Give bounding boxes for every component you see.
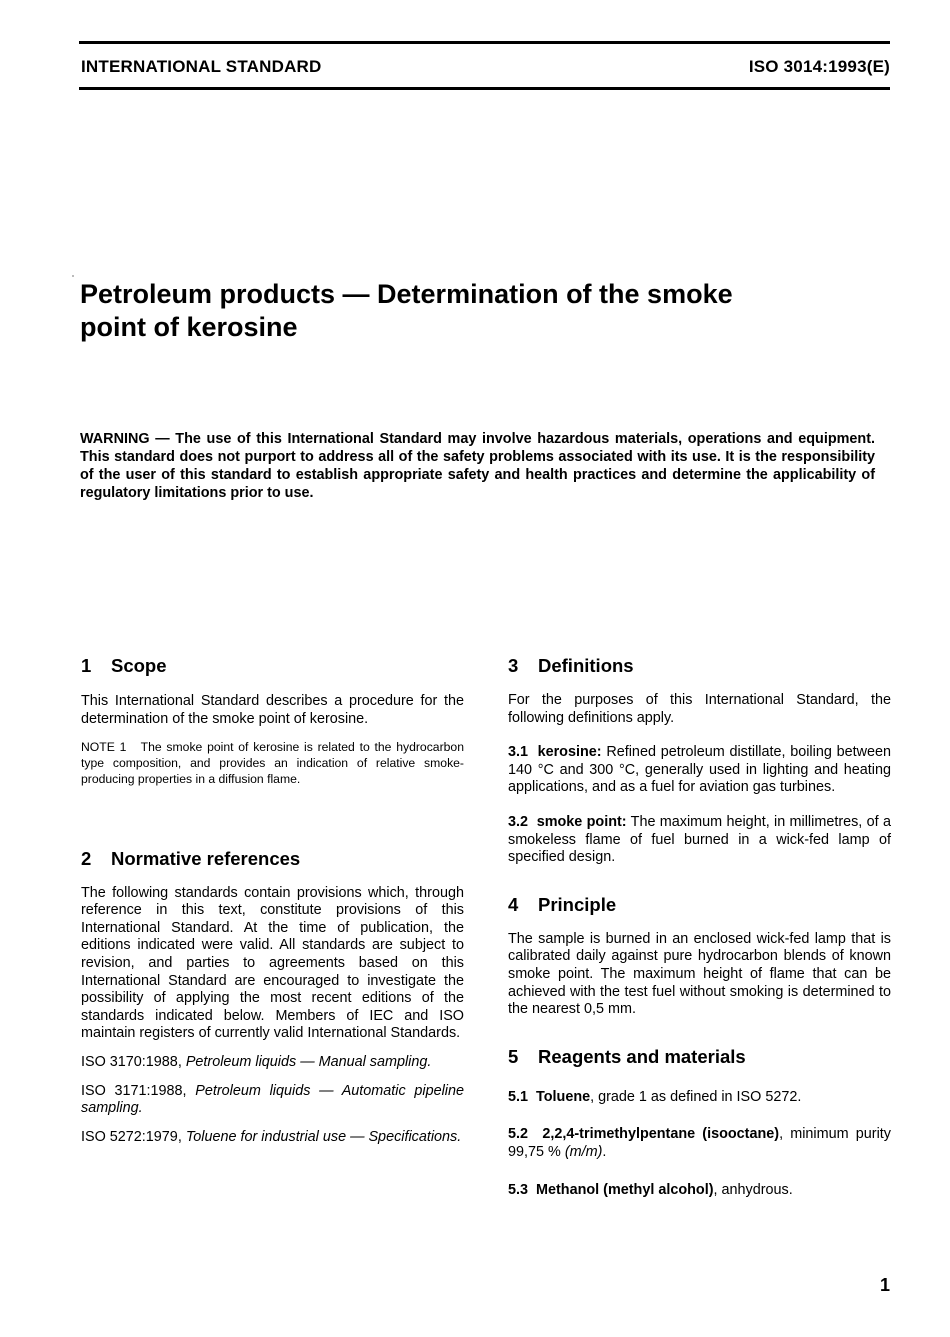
- reference-code: ISO 3170:1988,: [81, 1053, 182, 1070]
- note-label: NOTE 1: [81, 740, 127, 755]
- reference-item: [81, 1129, 464, 1147]
- section-number: 4: [508, 893, 519, 915]
- reagent-text: , anhydrous.: [713, 1181, 793, 1198]
- section-number: 3: [508, 655, 519, 676]
- left-column: [81, 655, 464, 1146]
- clause-number: 5.2: [508, 1126, 529, 1143]
- defined-term: smoke point:: [536, 813, 627, 830]
- reference-item: [81, 1083, 464, 1118]
- section-title: Normative references: [111, 847, 301, 869]
- reagent-text: , minimum purity 99,75 %: [508, 1126, 891, 1160]
- section-1-heading: [81, 655, 464, 677]
- section-2-heading: [81, 848, 464, 870]
- definition-smoke-point: [508, 814, 891, 867]
- section-5-heading: [508, 1046, 891, 1068]
- reagent-text: , grade 1 as defined in ISO 5272.: [590, 1088, 802, 1105]
- definition-text: Refined petroleum distillate, boiling between 140 °C and 300 °C, generally used in lighting and heating applications, and as a fuel for aviation gas turbines.: [508, 744, 892, 796]
- clause-number: 5.1: [508, 1088, 529, 1105]
- reagent-name: Toluene: [536, 1088, 591, 1105]
- document-number: ISO 3014:1993(E): [748, 57, 890, 76]
- normative-references-paragraph: The following standards contain provisions which, through reference in this text, constitute provisions of this International Standard. At the time of publication, the editions indicated were valid. All standards are subject to revision, and parties to agreements based on this International Standard are encouraged to investigate the possibility of applying the most recent editions of the standards indicated below. Members of IEC and ISO maintain registers of currently valid International Standards.: [81, 884, 464, 1042]
- reagent-methanol: [508, 1182, 891, 1200]
- note-text: The smoke point of kerosine is related to the hydrocarbon type composition, and provides an indication of relative smoke-producing properties in a diffusion flame.: [81, 740, 464, 786]
- warning-paragraph: WARNING — The use of this International Standard may involve hazardous materials, operations and equipment. This standard does not purport to address all of the safety problems associated with its use. It is the responsibility of the user of this standard to establish appropriate safety and health practices and determine the applicability of regulatory limitations prior to use.: [80, 431, 875, 501]
- document-title: [80, 278, 880, 344]
- header-top-rule: [79, 41, 890, 44]
- reference-title: Petroleum liquids — Manual sampling.: [185, 1053, 432, 1070]
- section-title: Scope: [111, 655, 167, 676]
- reference-code: ISO 3171:1988,: [81, 1082, 187, 1099]
- reference-code: ISO 5272:1979,: [81, 1128, 182, 1145]
- definitions-intro: For the purposes of this International Standard, the following definitions apply.: [508, 692, 891, 726]
- section-title: Principle: [538, 893, 617, 915]
- section-title: Reagents and materials: [538, 1045, 746, 1067]
- definition-text: The maximum height, in millimetres, of a smokeless flame of fuel burned in a wick-fed lamp of specified design.: [508, 813, 891, 866]
- sentence-end: .: [602, 1143, 607, 1160]
- clause-number: 3.2: [508, 813, 529, 830]
- reagent-name: 2,2,4-trimethylpentane (isooctane): [542, 1126, 780, 1143]
- right-column: [508, 655, 891, 1199]
- clause-number: 3.1: [508, 744, 529, 761]
- document-type-label: INTERNATIONAL STANDARD: [81, 57, 322, 76]
- reference-item: [81, 1054, 464, 1072]
- reference-title: Petroleum liquids — Automatic pipeline sampling.: [81, 1082, 465, 1117]
- reference-title: Toluene for industrial use — Specifications.: [185, 1128, 462, 1145]
- definition-kerosine: [508, 744, 891, 797]
- section-3-heading: [508, 655, 891, 677]
- page-number: 1: [879, 1275, 890, 1295]
- principle-paragraph: The sample is burned in an enclosed wick-fed lamp that is calibrated daily against pure hydrocarbon blends of known smoke point. The maximum height of flame that can be achieved with the test fuel without smoking is determined to the nearest 0,5 mm.: [508, 930, 891, 1018]
- defined-term: kerosine:: [537, 744, 602, 761]
- note-1: [81, 740, 464, 787]
- title-line-1: Petroleum products — Determination of the smoke: [80, 279, 733, 309]
- reagent-toluene: [508, 1089, 891, 1107]
- section-number: 5: [508, 1045, 519, 1067]
- section-title: Definitions: [538, 655, 634, 676]
- section-number: 1: [81, 655, 92, 676]
- scan-speck: [72, 275, 74, 277]
- reagent-name: Methanol (methyl alcohol): [536, 1181, 714, 1198]
- reagent-isooctane: [508, 1126, 891, 1161]
- unit-mass-fraction: (m/m): [564, 1143, 603, 1160]
- clause-number: 5.3: [508, 1181, 529, 1198]
- scope-paragraph: This International Standard describes a procedure for the determination of the smoke point of kerosine.: [81, 693, 464, 727]
- section-4-heading: [508, 894, 891, 916]
- header-bottom-rule: [79, 87, 890, 90]
- section-number: 2: [81, 847, 92, 869]
- title-line-2: point of kerosine: [80, 312, 298, 342]
